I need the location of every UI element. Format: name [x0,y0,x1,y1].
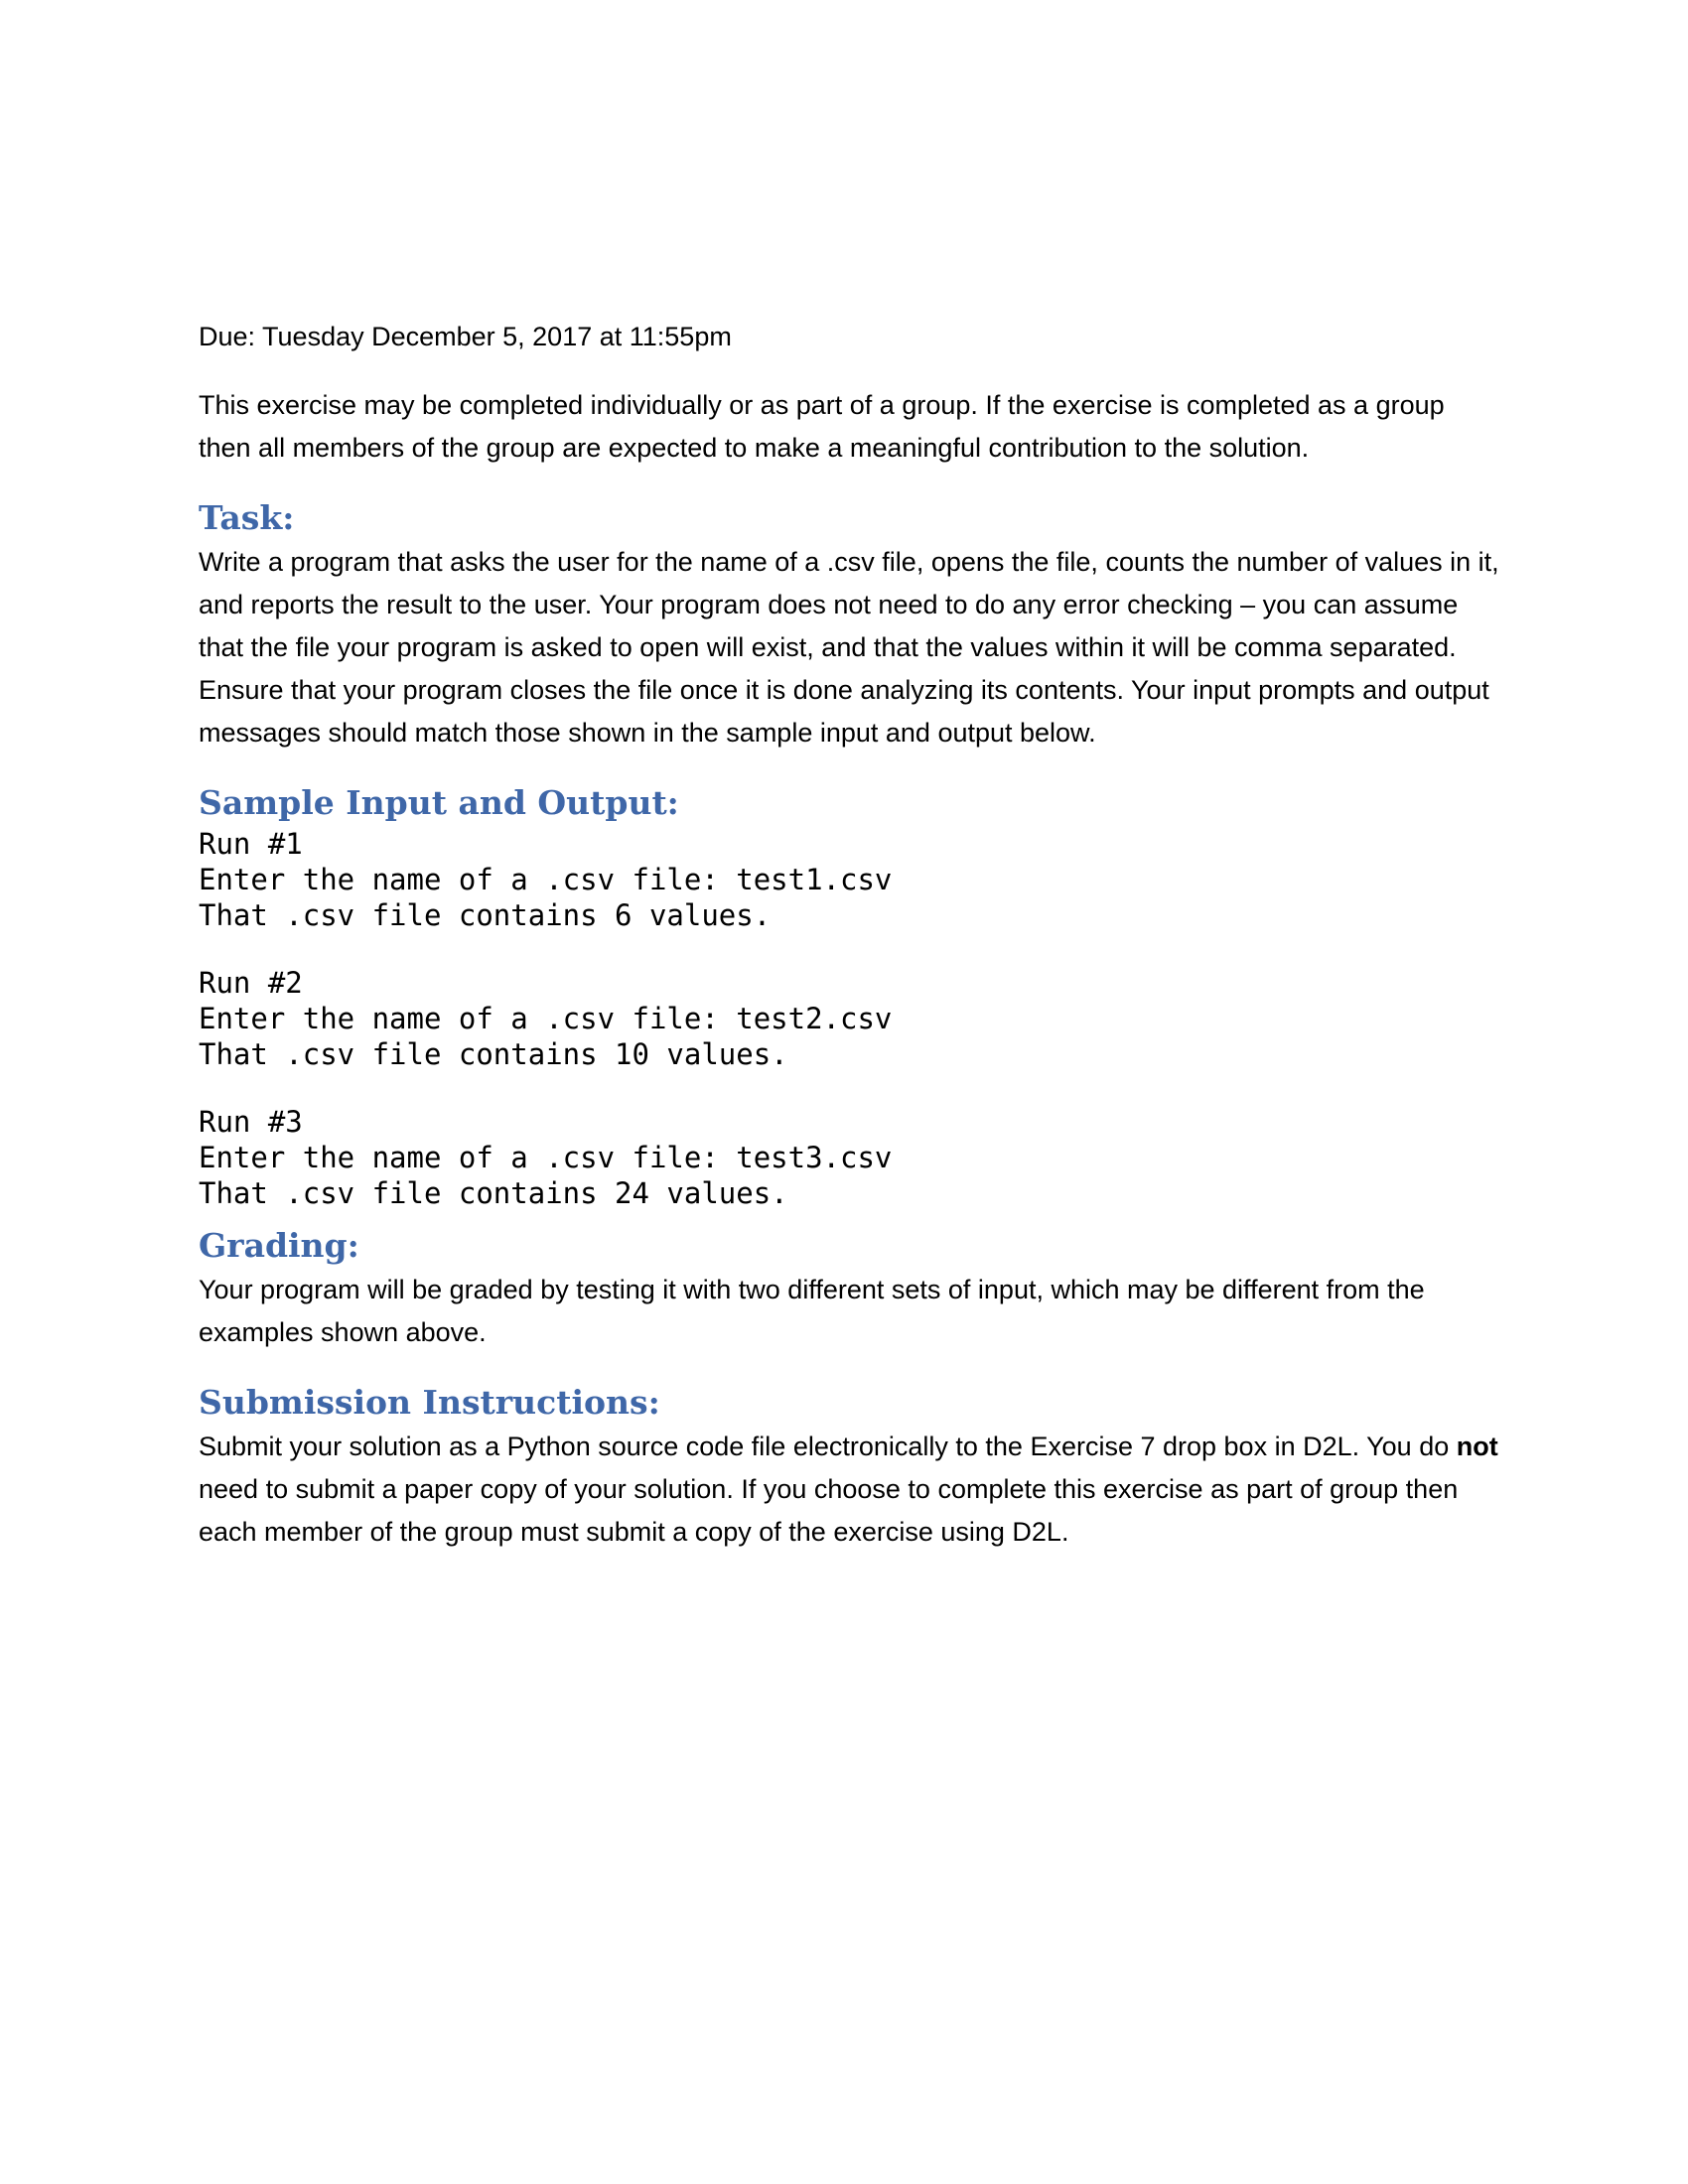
submission-heading: Submission Instructions: [199,1383,660,1422]
run-output: That .csv file contains 10 values. [199,1037,788,1071]
run-prompt: Enter the name of a .csv file: test1.csv [199,863,893,896]
sample-run-3 [199,1104,1499,1211]
task-text: Write a program that asks the user for the name of a .csv file, opens the file, counts the number of values in it, and reports the result to the user. Your program does not need to do any error checking – you can assume that the file your program is asked to open will exist, and that the values within it will be comma separated. Ensure that your program closes the file once it is done analyzing its contents. Your input prompts and output messages should match those shown in the sample input and output below. [199,547,1499,748]
run-title: Run #3 [199,1105,303,1139]
submission-text-part2: need to submit a paper copy of your solution. If you choose to complete this exercise as part of group then each member of the group must submit a copy of the exercise using D2L. [199,1474,1459,1547]
run-prompt: Enter the name of a .csv file: test3.csv [199,1141,893,1174]
submission-text [199,1426,1499,1554]
grading-heading: Grading: [199,1226,359,1265]
intro-paragraph: This exercise may be completed individually or as part of a group. If the exercise is completed as a group then all members of the group are expected to make a meaningful contribution to the solution. [199,390,1445,463]
task-heading: Task: [199,498,295,537]
due-date: Due: Tuesday December 5, 2017 at 11:55pm [199,322,732,351]
sample-run-2 [199,965,1499,1072]
run-output: That .csv file contains 6 values. [199,898,772,932]
run-title: Run #1 [199,827,303,861]
run-output: That .csv file contains 24 values. [199,1176,788,1210]
grading-text: Your program will be graded by testing it with two different sets of input, which may be different from the examples shown above. [199,1275,1425,1347]
run-prompt: Enter the name of a .csv file: test2.csv [199,1002,893,1035]
submission-text-part1: Submit your solution as a Python source code file electronically to the Exercise 7 drop box in D2L. You do [199,1432,1457,1461]
sample-run-1 [199,826,1499,933]
submission-text-emphasis: not [1456,1432,1498,1461]
run-title: Run #2 [199,966,303,1000]
document-page [199,316,1499,1579]
sample-heading: Sample Input and Output: [199,783,679,822]
